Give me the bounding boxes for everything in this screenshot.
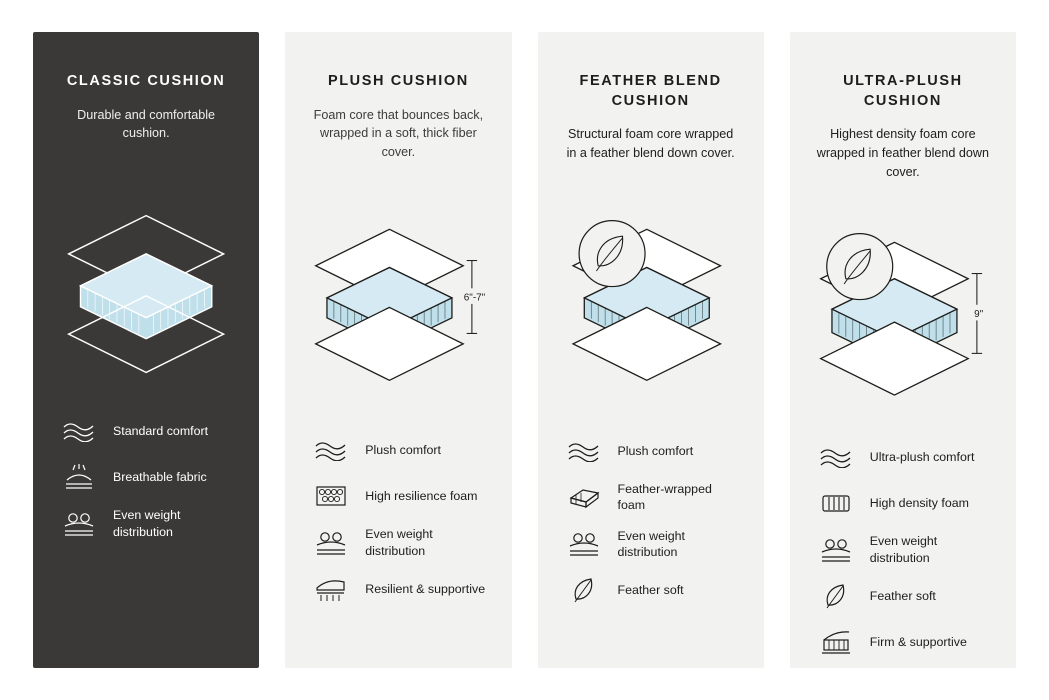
leaf-icon (564, 574, 604, 606)
feature-item (816, 441, 994, 473)
even-weight-icon (564, 528, 604, 560)
even-weight-icon (59, 508, 99, 540)
card-description: Highest density foam core wrapped in feather blend down cover. (816, 127, 989, 179)
feature-item (564, 481, 742, 514)
feature-item (311, 434, 489, 466)
feature-item (564, 574, 742, 606)
feature-item (59, 415, 237, 447)
high-density-foam-icon (816, 487, 856, 519)
feature-label: Plush comfort (365, 443, 441, 458)
cushion-diagram-classic (55, 159, 237, 409)
feature-label: Firm & supportive (869, 634, 967, 649)
cushion-diagram-ultra-plush (812, 198, 994, 435)
feature-label: Plush comfort (617, 443, 694, 458)
feature-item (59, 507, 237, 540)
feature-label: High density foam (869, 496, 969, 511)
feature-item (816, 580, 994, 612)
cushion-diagram-feather-blend (560, 179, 742, 429)
card-description: Structural foam core wrapped in a feather blend down cover. (566, 127, 735, 161)
waves-icon (564, 435, 604, 467)
honeycomb-foam-icon (311, 480, 351, 512)
feature-list (812, 441, 994, 658)
card-ultra-plush-cushion[interactable] (790, 32, 1016, 668)
feature-item (311, 573, 489, 605)
feature-item (311, 526, 489, 559)
feature-label: Ultra-plush comfort (869, 450, 975, 465)
card-plush-cushion[interactable] (285, 32, 511, 668)
feature-list (55, 415, 237, 540)
feature-item (816, 533, 994, 566)
card-title: CLASSIC CUSHION (66, 73, 226, 89)
leaf-icon (816, 580, 856, 612)
feature-label: Feather-wrapped foam (617, 481, 712, 513)
waves-icon (311, 434, 351, 466)
card-title: FEATHER BLEND CUSHION (579, 73, 722, 109)
feature-item (816, 487, 994, 519)
feature-label: Standard comfort (113, 424, 209, 439)
firm-support-icon (816, 626, 856, 658)
card-description: Foam core that bounces back, wrapped in a soft, thick fiber cover. (313, 107, 484, 160)
feature-item (564, 528, 742, 561)
dimension-label: 9" (973, 308, 983, 320)
cushion-diagram-plush (307, 178, 489, 428)
feature-label: Feather soft (869, 588, 936, 603)
card-description: Durable and comfortable cushion. (77, 107, 216, 141)
even-weight-icon (311, 527, 351, 559)
even-weight-icon (816, 534, 856, 566)
waves-icon (59, 415, 99, 447)
card-title: ULTRA-PLUSH CUSHION (843, 73, 963, 109)
feature-item (59, 461, 237, 493)
feature-label: Even weight distribution (113, 508, 181, 539)
feature-label: High resilience foam (365, 489, 478, 504)
waves-icon (816, 441, 856, 473)
feature-item (816, 626, 994, 658)
card-classic-cushion[interactable] (33, 32, 259, 668)
breathable-fabric-icon (59, 461, 99, 493)
card-feather-blend-cushion[interactable] (538, 32, 764, 668)
feature-item (311, 480, 489, 512)
feature-list (307, 434, 489, 605)
card-title: PLUSH CUSHION (327, 73, 469, 89)
feature-label: Resilient & supportive (365, 581, 486, 596)
feature-label: Even weight distribution (617, 528, 686, 560)
feature-item (564, 435, 742, 467)
feature-list (560, 435, 742, 607)
feature-label: Feather soft (617, 583, 684, 598)
feature-label: Breathable fabric (113, 470, 207, 485)
wrapped-foam-icon (564, 481, 604, 513)
feature-label: Even weight distribution (869, 534, 938, 565)
resilient-support-icon (311, 573, 351, 605)
feature-label: Even weight distribution (365, 527, 433, 558)
dimension-label: 6"-7" (463, 292, 486, 304)
